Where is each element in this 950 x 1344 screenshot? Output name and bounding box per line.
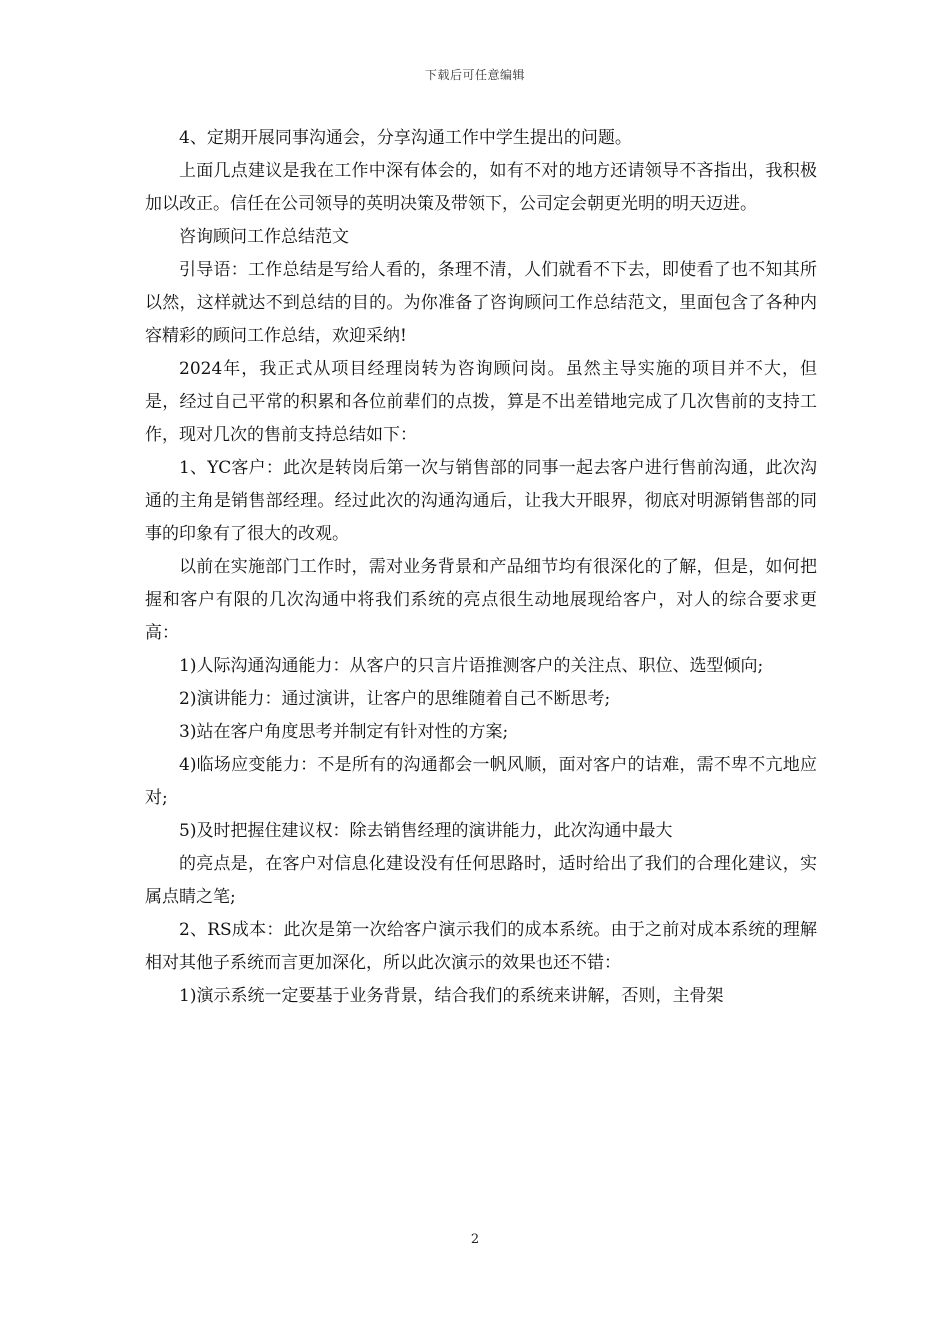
paragraph: 2、RS成本：此次是第一次给客户演示我们的成本系统。由于之前对成本系统的理解相对其他子系统而言更加深化，所以此次演示的效果也还不错： <box>145 920 817 973</box>
page-header: 下载后可任意编辑 <box>424 68 525 82</box>
paragraph: 2024年，我正式从项目经理岗转为咨询顾问岗。虽然主导实施的项目并不大，但是，经过自己平常的积累和各位前辈们的点拨，算是不出差错地完成了几次售前的支持工作，现对几次的售前支持总结如下： <box>145 359 817 445</box>
list-item: 1)人际沟通沟通能力：从客户的只言片语推测客户的关注点、职位、选型倾向; <box>179 656 764 676</box>
page-number: 2 <box>470 1232 480 1247</box>
document-body <box>145 122 817 1013</box>
paragraph: 的亮点是，在客户对信息化建设没有任何思路时，适时给出了我们的合理化建议，实属点睛之笔; <box>145 854 817 907</box>
paragraph: 1、YC客户：此次是转岗后第一次与销售部的同事一起去客户进行售前沟通，此次沟通的主角是销售部经理。经过此次的沟通沟通后，让我大开眼界，彻底对明源销售部的同事的印象有了很大的改观。 <box>145 458 817 544</box>
list-item: 3)站在客户角度思考并制定有针对性的方案; <box>179 722 509 742</box>
list-item: 4)临场应变能力：不是所有的沟通都会一帆风顺，面对客户的诘难，需不卑不亢地应对; <box>145 755 817 808</box>
paragraph: 引导语：工作总结是写给人看的，条理不清，人们就看不下去，即使看了也不知其所以然，这样就达不到总结的目的。为你准备了咨询顾问工作总结范文，里面包含了各种内容精彩的顾问工作总结，欢迎采纳! <box>145 260 817 346</box>
list-item: 1)演示系统一定要基于业务背景，结合我们的系统来讲解，否则，主骨架 <box>179 986 724 1006</box>
section-title: 咨询顾问工作总结范文 <box>179 227 349 247</box>
list-item: 2)演讲能力：通过演讲，让客户的思维随着自己不断思考; <box>179 689 611 709</box>
paragraph: 4、定期开展同事沟通会，分享沟通工作中学生提出的问题。 <box>179 128 632 148</box>
paragraph: 上面几点建议是我在工作中深有体会的，如有不对的地方还请领导不吝指出，我积极加以改正。信任在公司领导的英明决策及带领下，公司定会朝更光明的明天迈进。 <box>145 161 817 214</box>
list-item: 5)及时把握住建议权：除去销售经理的演讲能力，此次沟通中最大 <box>179 821 673 841</box>
paragraph: 以前在实施部门工作时，需对业务背景和产品细节均有很深化的了解，但是，如何把握和客户有限的几次沟通中将我们系统的亮点很生动地展现给客户，对人的综合要求更高： <box>145 557 817 643</box>
